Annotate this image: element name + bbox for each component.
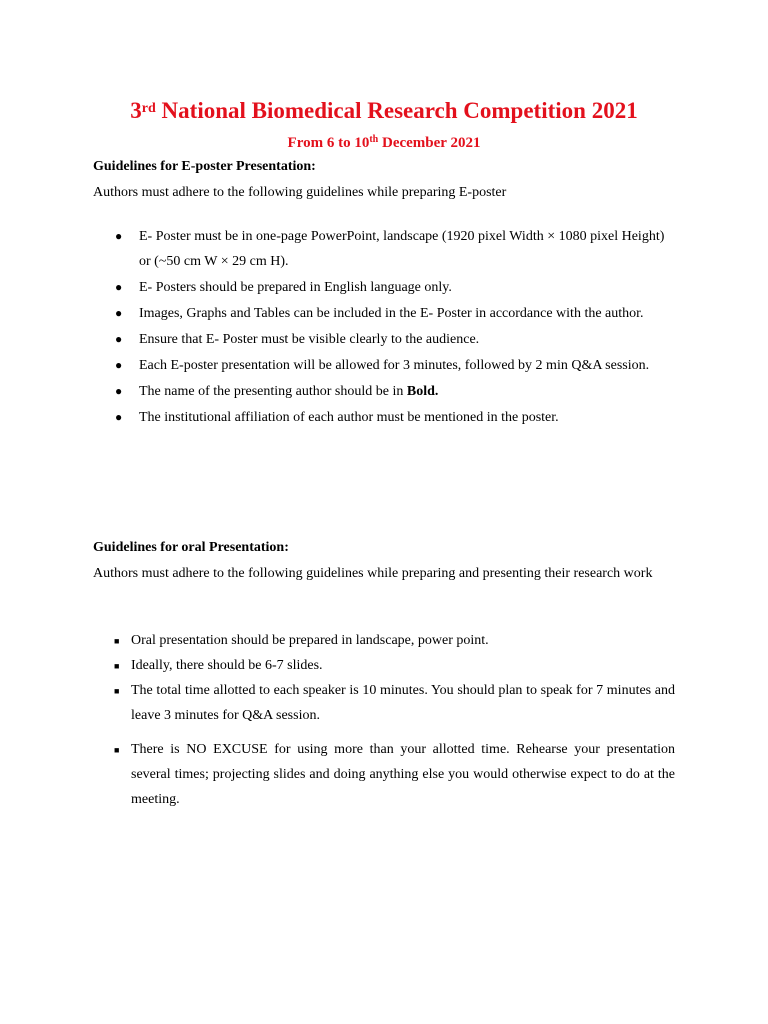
eposter-guidelines-list	[0, 224, 768, 431]
date-ordinal-suffix: th	[369, 134, 379, 145]
list-item-text: The name of the presenting author should be in	[139, 384, 407, 399]
list-item: ● The institutional affiliation of each author must be mentioned in the poster.	[0, 405, 768, 430]
oral-intro: Authors must adhere to the following guidelines while preparing and presenting their research work	[93, 566, 653, 581]
title-ordinal-suffix: rd	[141, 101, 156, 116]
bullet-dot-icon: ●	[115, 384, 123, 398]
bullet-dot-icon: ●	[115, 229, 123, 243]
title-text: National Biomedical Research Competition 2021	[155, 98, 638, 123]
list-item: ■ There is NO EXCUSE for using more than your allotted time. Rehearse your presentation several times; projecting slides and doing anything else you would otherwise expect to do at the meeting.	[0, 737, 768, 812]
title-number: 3	[130, 98, 142, 123]
list-item: ● E- Poster must be in one-page PowerPoint, landscape (1920 pixel Width × 1080 pixel Height) or (~50 cm W × 29 cm H).	[0, 224, 768, 274]
bullet-square-icon: ■	[114, 745, 120, 755]
list-item: ● Images, Graphs and Tables can be included in the E- Poster in accordance with the author.	[0, 301, 768, 326]
oral-guidelines-list	[0, 628, 768, 812]
bullet-square-icon: ■	[114, 636, 120, 646]
oral-heading: Guidelines for oral Presentation:	[93, 540, 289, 555]
list-item: ■ The total time allotted to each speaker is 10 minutes. You should plan to speak for 7 minutes and leave 3 minutes for Q&A session.	[0, 678, 768, 728]
bullet-dot-icon: ●	[115, 306, 123, 320]
document-date-range	[0, 133, 768, 153]
list-item: ● E- Posters should be prepared in English language only.	[0, 275, 768, 300]
bullet-dot-icon: ●	[115, 332, 123, 346]
bold-emphasis: Bold.	[406, 384, 439, 399]
bullet-square-icon: ■	[114, 686, 120, 696]
list-item: ■ Oral presentation should be prepared in landscape, power point.	[0, 628, 768, 653]
eposter-intro: Authors must adhere to the following guidelines while preparing E-poster	[93, 185, 507, 200]
bullet-dot-icon: ●	[115, 358, 123, 372]
bullet-dot-icon: ●	[115, 410, 123, 424]
list-item	[0, 379, 768, 404]
bullet-square-icon: ■	[114, 661, 120, 671]
list-item: ■ Ideally, there should be 6-7 slides.	[0, 653, 768, 678]
eposter-heading: Guidelines for E-poster Presentation:	[93, 159, 316, 174]
date-end: December 2021	[378, 135, 481, 151]
date-start: From 6 to 10	[287, 135, 370, 151]
document-title	[0, 95, 768, 127]
bullet-dot-icon: ●	[115, 280, 123, 294]
list-item: ● Ensure that E- Poster must be visible clearly to the audience.	[0, 327, 768, 352]
list-item: ● Each E-poster presentation will be allowed for 3 minutes, followed by 2 min Q&A session.	[0, 353, 768, 378]
